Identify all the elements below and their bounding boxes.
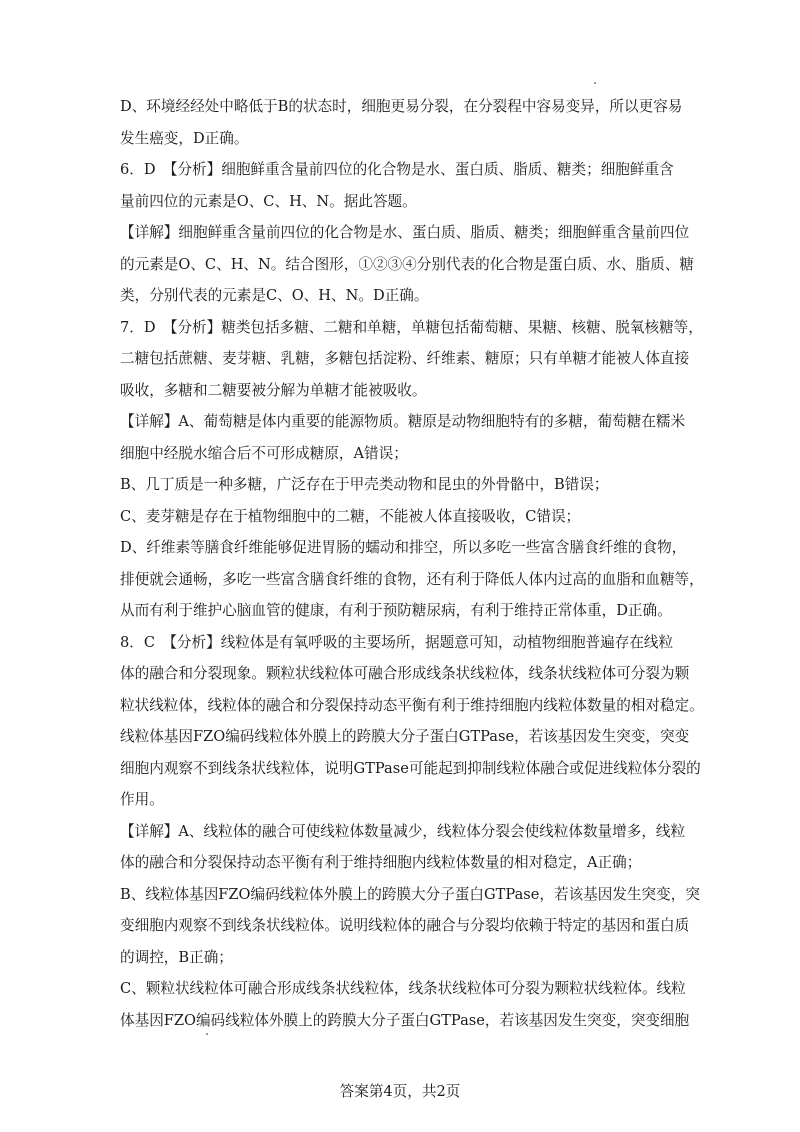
text-line: 吸收，多糖和二糖要被分解为单糖才能被吸收。 — [120, 381, 427, 399]
text-line: 二糖包括蔗糖、麦芽糖、乳糖，多糖包括淀粉、纤维素、糖原；只有单糖才能被人体直接 — [120, 350, 690, 367]
text-line: C、麦芽糖是存在于植物细胞中的二糖，不能被人体直接吸收，C错误； — [120, 507, 581, 525]
text-line: 【详解】细胞鲜重含量前四位的化合物是水、蛋白质、脂质、糖类；细胞鲜重含量前四位 — [120, 224, 690, 241]
text-line: 细胞内观察不到线条状线粒体，说明GTPase可能起到抑制线粒体融合或促进线粒体分裂的 — [120, 759, 701, 777]
text-line: C、颗粒状线粒体可融合形成线条状线粒体，线条状线粒体可分裂为颗粒状线粒体。线粒 — [120, 980, 686, 997]
text-line: 体的融合和分裂现象。颗粒状线粒体可融合形成线条状线粒体，线条状线粒体可分裂为颗 — [120, 665, 690, 682]
text-line: 6．D 【分析】细胞鲜重含量前四位的化合物是水、蛋白质、脂质、糖类；细胞鲜重含 — [120, 161, 674, 178]
text-line: 体的融合和分裂保持动态平衡有利于维持细胞内线粒体数量的相对稳定，A正确； — [120, 854, 642, 871]
text-line: 体基因FZO编码线粒体外膜上的跨膜大分子蛋白GTPase，若该基因发生突变，突变细胞 — [120, 1011, 690, 1029]
text-line: 7．D 【分析】糖类包括多糖、二糖和单糖，单糖包括葡萄糖、果糖、核糖、脱氧核糖等， — [120, 318, 703, 336]
text-line: 线粒体基因FZO编码线粒体外膜上的跨膜大分子蛋白GTPase，若该基因发生突变，突变 — [120, 728, 690, 745]
text-line: 量前四位的元素是O、C、H、N。据此答题。 — [120, 192, 417, 210]
text-line: 从而有利于维护心脑血管的健康，有利于预防糖尿病，有利于维持正常体重，D正确。 — [120, 602, 672, 619]
text-line: 粒状线粒体，线粒体的融合和分裂保持动态平衡有利于维持细胞内线粒体数量的相对稳定。 — [120, 696, 704, 714]
text-line: B、线粒体基因FZO编码线粒体外膜上的跨膜大分子蛋白GTPase，若该基因发生突变，突 — [120, 885, 700, 903]
answer-text-body — [120, 91, 704, 1036]
text-line: B、几丁质是一种多糖，广泛存在于甲壳类动物和昆虫的外骨骼中，B错误； — [120, 476, 609, 493]
text-line: 细胞中经脱水缩合后不可形成糖原，A错误； — [120, 444, 408, 462]
page-footer: 答案第4页，共2页 — [339, 1083, 461, 1100]
scan-dot-top — [594, 82, 596, 84]
text-line: 类，分别代表的元素是C、O、H、N。D正确。 — [120, 287, 429, 304]
text-line: 发生癌变，D正确。 — [120, 129, 249, 147]
scan-dot-bottom — [206, 1033, 208, 1035]
text-line: 8．C 【分析】线粒体是有氧呼吸的主要场所，据题意可知，动植物细胞普遍存在线粒 — [120, 633, 674, 651]
text-line: 【详解】A、线粒体的融合可使线粒体数量减少，线粒体分裂会使线粒体数量增多，线粒 — [120, 822, 686, 840]
text-line: 排便就会通畅，多吃一些富含膳食纤维的食物，还有利于降低人体内过高的血脂和血糖等， — [120, 570, 704, 588]
text-line: 的调控，B正确； — [120, 948, 233, 966]
text-line: D、纤维素等膳食纤维能够促进胃肠的蠕动和排空，所以多吃一些富含膳食纤维的食物， — [120, 539, 687, 556]
text-line: 【详解】A、葡萄糖是体内重要的能源物质。糖原是动物细胞特有的多糖，葡萄糖在糯米 — [120, 413, 686, 430]
text-line: 变细胞内观察不到线条状线粒体。说明线粒体的融合与分裂均依赖于特定的基因和蛋白质 — [120, 917, 690, 934]
text-line: 作用。 — [120, 791, 164, 808]
text-line: D、环境经经处中略低于B的状态时，细胞更易分裂，在分裂程中容易变异，所以更容易 — [120, 98, 683, 115]
text-line: 的元素是O、C、H、N。结合图形，①②③④分别代表的化合物是蛋白质、水、脂质、糖 — [120, 255, 695, 273]
